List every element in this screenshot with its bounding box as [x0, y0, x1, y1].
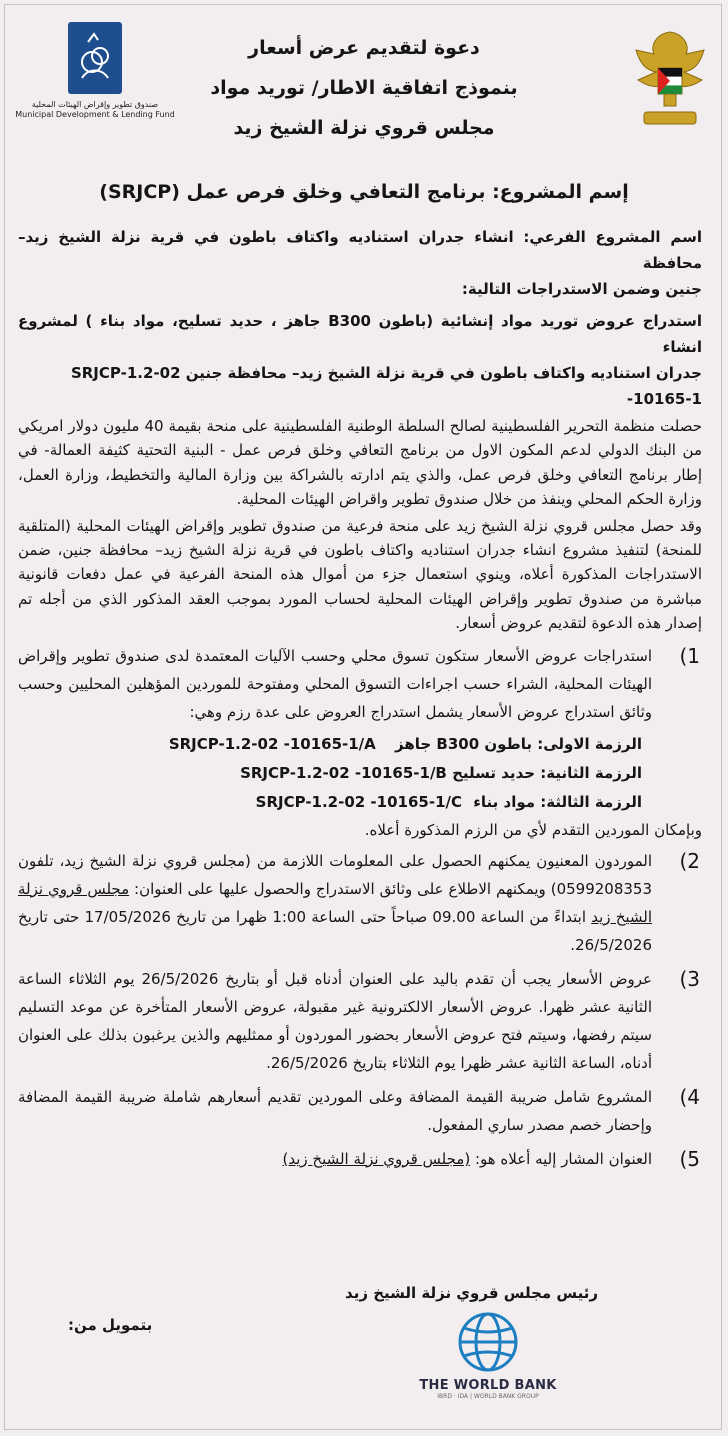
package-row — [18, 788, 702, 817]
package-code: SRJCP-1.2-02 -10165-1/A — [168, 734, 376, 753]
item-number: 3) — [679, 966, 700, 991]
packages-list — [18, 730, 702, 843]
title-line-2: بنموذج اتفاقية الاطار/ توريد مواد — [210, 77, 518, 99]
mdlf-logo-icon — [68, 22, 122, 94]
worldbank-name: THE WORLD BANK — [419, 1378, 557, 1393]
address-link: مجلس قروي نزلة الشيخ زيد — [18, 879, 653, 926]
list-item — [18, 1145, 702, 1173]
mdlf-name-ar: صندوق تطوير وإقراض الهيئات المحلية — [31, 100, 159, 109]
package-row — [18, 759, 702, 788]
subproject-line-1: اسم المشروع الفرعي: انشاء جدران استناديه واكتاف باطون في قرية نزلة الشيخ زيد– محافظة — [18, 228, 702, 272]
item-text: المشروع شامل ضريبة القيمة المضافة وعلى الموردين تقديم أسعارهم شاملة ضريبة القيمة المضافة وإحضار خصم مصدر ساري المفعول. — [18, 1087, 652, 1134]
title-line-1: دعوة لتقديم عرض أسعار — [248, 37, 480, 59]
item-text: ابتداءً من الساعة 09.00 صباحاً حتى الساعة 1:00 ظهرا من تاريخ 17/05/2026 حتى تاريخ 26/5/2026. — [18, 907, 652, 954]
signature-line: رئيس مجلس قروي نزلة الشيخ زيد — [345, 1284, 598, 1302]
list-item — [18, 1083, 702, 1139]
package-label: الرزمة الاولى: باطون B300 جاهز — [395, 734, 642, 753]
list-item — [18, 642, 702, 726]
tender-line-1: استدراج عروض توريد مواد إنشائية (باطون B300 جاهز ، حديد تسليح، مواد بناء ) لمشروع انشاء — [18, 312, 702, 356]
list-item — [18, 847, 702, 959]
item-text: عروض الأسعار يجب أن تقدم باليد على العنوان أدناه قبل أو بتاريخ 26/5/2026 يوم الثلاثاء الساعة الثانية عشر ظهرا. عروض الأسعار الالكترونية غير مقبولة، عروض الأسعار المتأخرة عن موعد التسليم سيتم رفضها، وسيتم فتح عروض الأسعار بحضور الموردون أو ممثليهم والذين يرغبون بذلك على العنوان أدناه، الساعة الثانية عشر ظهرا يوم الثلاثاء بتاريخ 26/5/2026. — [18, 969, 653, 1072]
item-number: 1) — [679, 643, 700, 668]
project-title: إسم المشروع: برنامج التعافي وخلق فرص عمل (SRJCP) — [99, 181, 629, 203]
package-label: الرزمة الثالثة: مواد بناء — [473, 792, 642, 811]
packages-note: وبإمكان الموردين التقدم لأي من الرزم المذكورة أعلاه. — [364, 820, 702, 839]
mdlf-logo — [14, 22, 176, 134]
subproject-line-2: جنين وضمن الاستدراجات التالية: — [461, 280, 702, 298]
title-line-3: مجلس قروي نزلة الشيخ زيد — [233, 117, 495, 139]
funded-by-label: بتمويل من: — [68, 1316, 153, 1334]
item-text: استدراجات عروض الأسعار ستكون تسوق محلي وحسب الآليات المعتمدة لدى صندوق تطوير وإقراض الهيئات المحلية، الشراء حسب اجراءات التسوق المحلي ومفتوحة للموردين المؤهلين المحليين وحسب وثائق استدراج عروض الأسعار يشمل استدراج العروض على عدة رزم وهي: — [18, 646, 652, 721]
globe-icon — [456, 1310, 520, 1374]
mdlf-name-en: Municipal Development & Lending Fund — [15, 110, 175, 119]
tender-line-2: جدران استناديه واكتاف باطون في قرية نزلة الشيخ زيد– محافظة جنين SRJCP-1.2-02 -10165-1 — [70, 364, 702, 408]
item-number: 4) — [679, 1084, 700, 1109]
package-row — [18, 730, 702, 759]
announcement-body — [18, 224, 702, 1173]
package-code: SRJCP-1.2-02 -10165-1/C — [255, 792, 462, 811]
item-number: 5) — [679, 1146, 700, 1171]
invitation-title — [190, 28, 538, 148]
address-link: (مجلس قروي نزلة الشيخ زيد) — [282, 1149, 471, 1168]
item-text: العنوان المشار إليه أعلاه هو: — [470, 1149, 652, 1168]
package-label: الرزمة الثانية: حديد تسليح — [452, 763, 642, 782]
item-number: 2) — [679, 848, 700, 873]
list-item — [18, 965, 702, 1077]
palestine-emblem-icon — [626, 24, 714, 134]
intro-paragraph-2: وقد حصل مجلس قروي نزلة الشيخ زيد على منحة فرعية من صندوق تطوير وإقراض الهيئات المحلية (المتلقية للمنحة) لتنفيذ مشروع انشاء جدران استناديه واكتاف باطون في قرية نزلة الشيخ زيد– محافظة جنين، ضمن الاستدراجات المذكورة أعلاه، وينوي استعمال جزء من أموال هذه المنحة الفرعية في عمل دفعات قانونية مباشرة من صندوق تطوير وإقراض الهيئات المحلية لحساب المورد بموجب العقد المذكور الذي من أجله تم إصدار هذه الدعوة لتقديم عروض أسعار. — [18, 516, 702, 633]
item-text: الموردون المعنيون يمكنهم الحصول على المعلومات اللازمة من (مجلس قروي نزلة الشيخ زيد، تلفون 0599208353) ويمكنهم الاطلاع على وثائق الاستدراج والحصول عليها على العنوان: — [18, 851, 652, 898]
worldbank-logo — [408, 1310, 568, 1414]
package-code: SRJCP-1.2-02 -10165-1/B — [240, 763, 447, 782]
worldbank-group: IBRD · IDA | WORLD BANK GROUP — [437, 1393, 539, 1400]
intro-paragraph-1: حصلت منظمة التحرير الفلسطينية لصالح السلطة الوطنية الفلسطينية على منحة بقيمة 40 مليون دولار امريكي من البنك الدولي لدعم المكون الاول من برنامج التعافي وخلق فرص عمل - البنية التحتية كثيفة العمالة- في إطار برنامج التعافي وخلق فرص عمل، والذي يتم ادارته بالشراكة بين وزارة المالية والتخطيط، وزارة العمل، وزارة الحكم المحلي وينفذ من خلال صندوق تطوير واقراض الهيئات المحلية. — [18, 417, 702, 509]
